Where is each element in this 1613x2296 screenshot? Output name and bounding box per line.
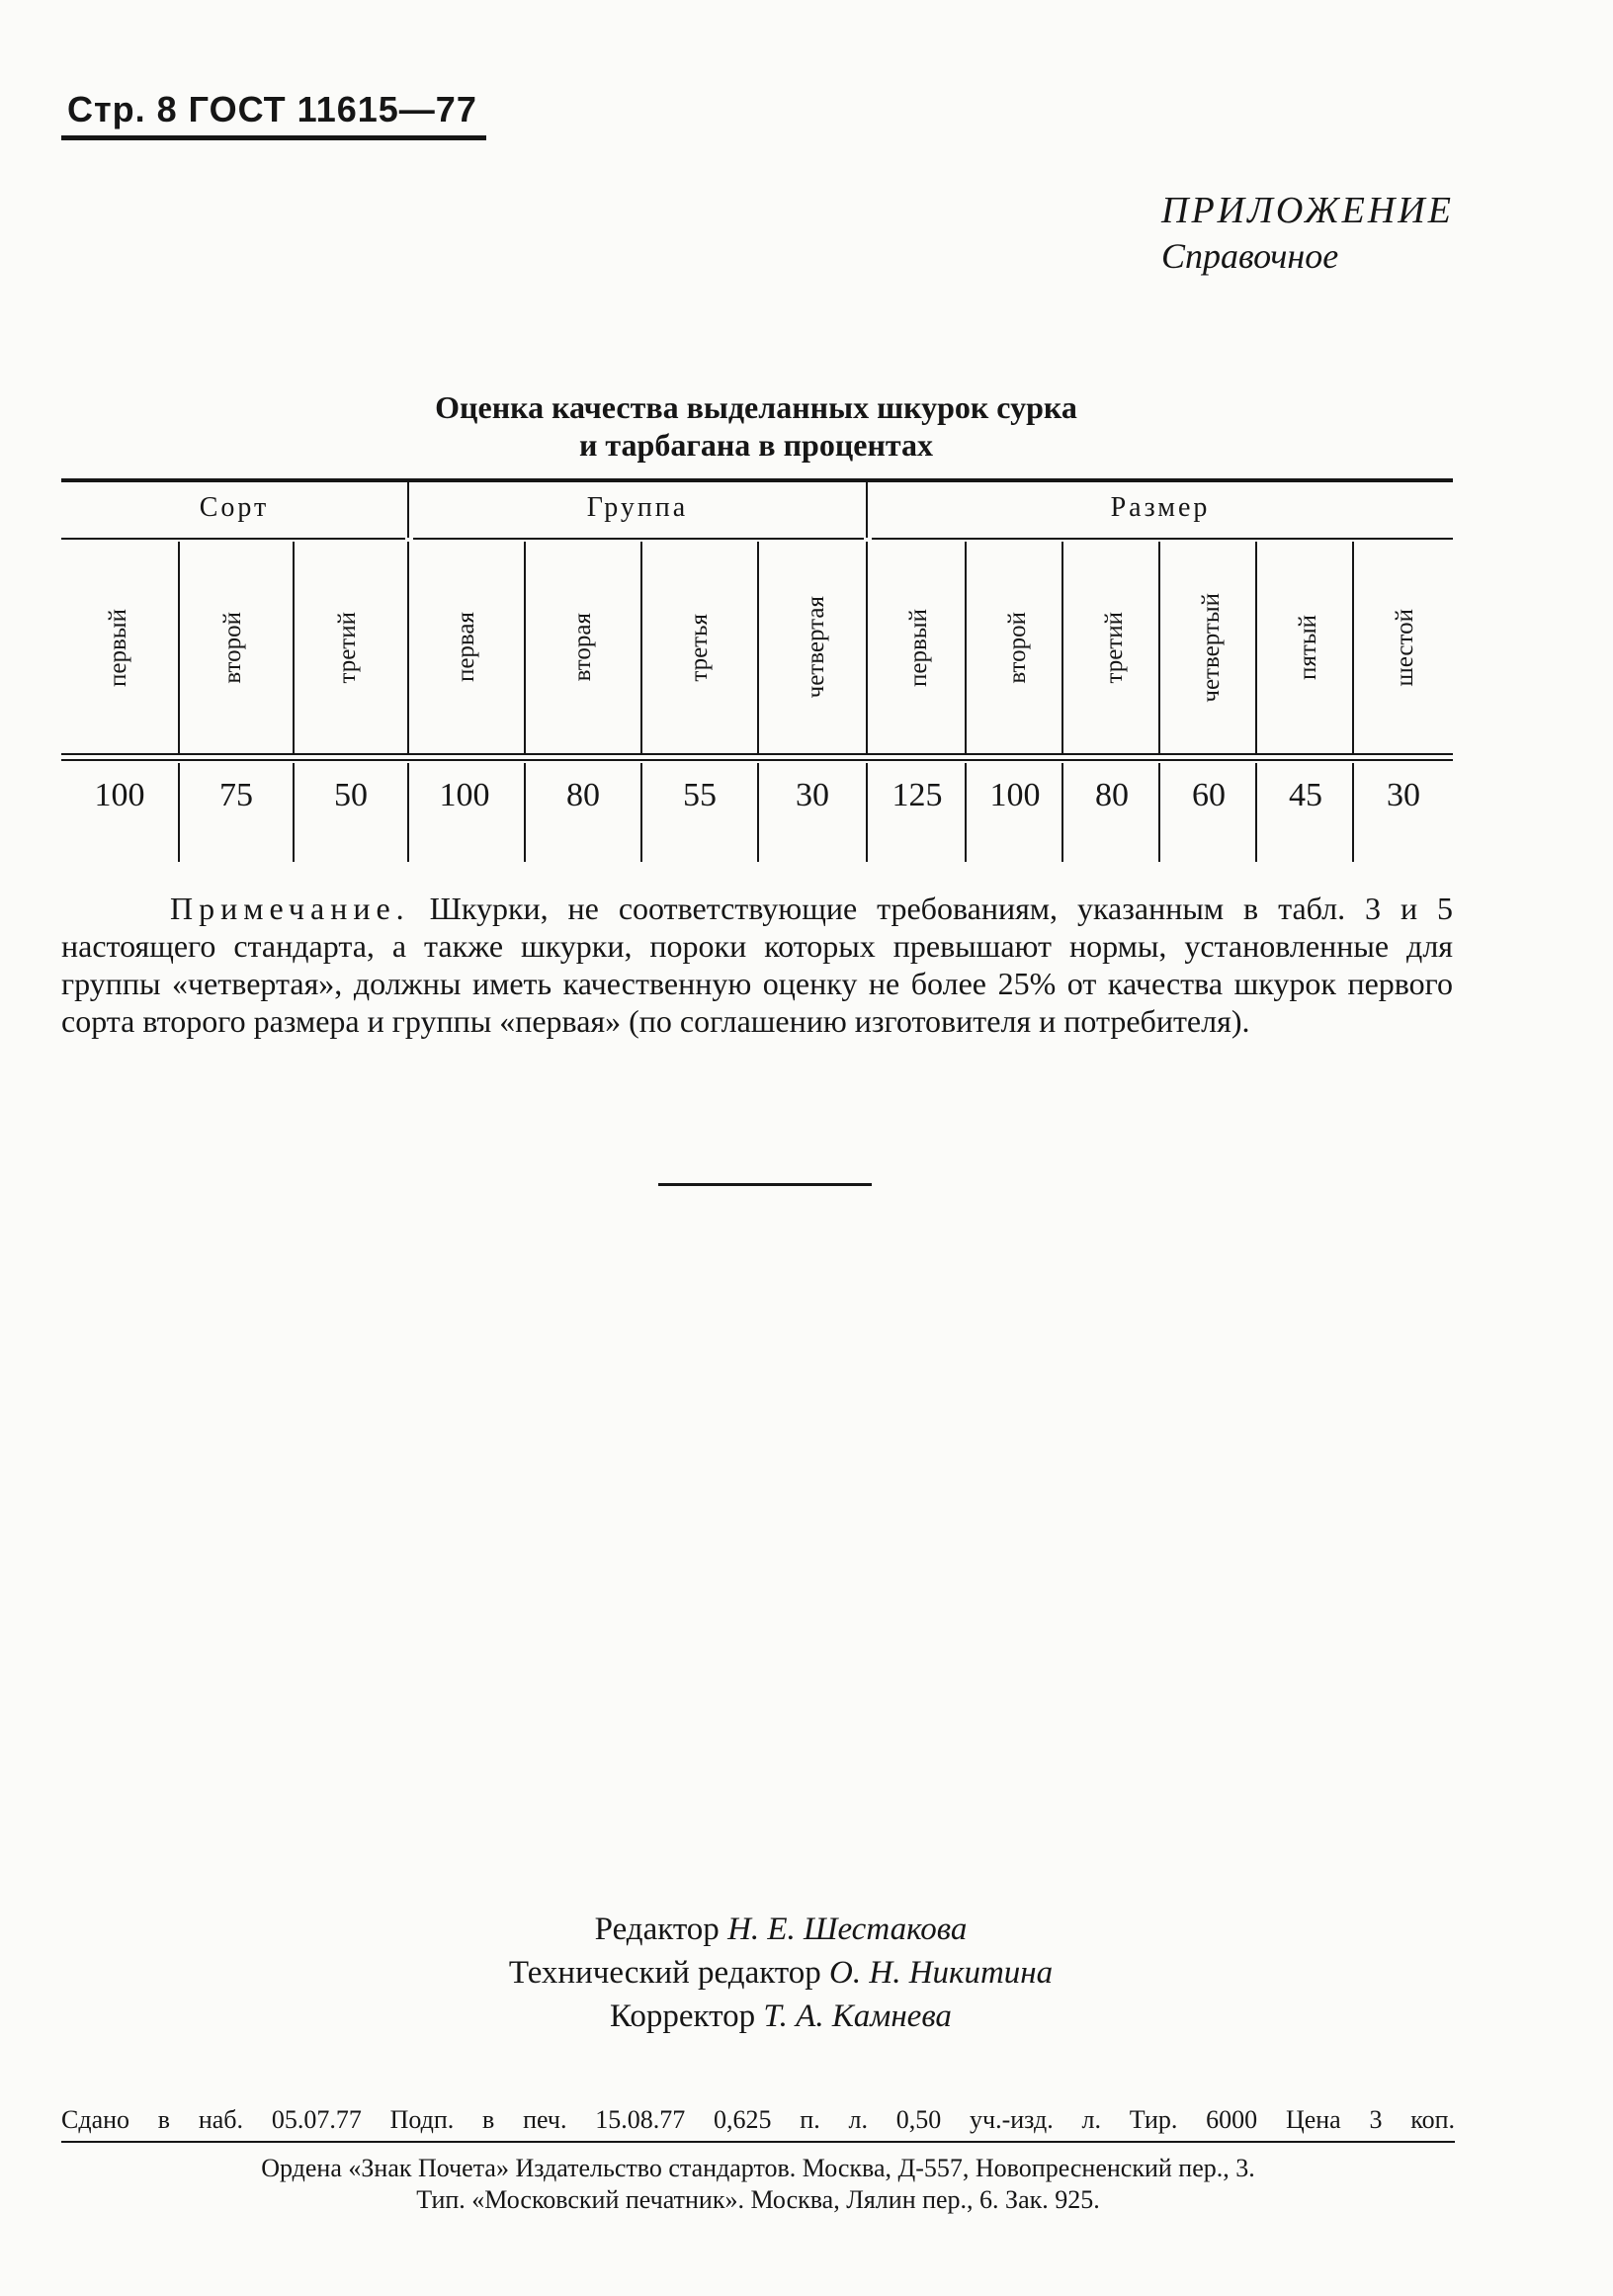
col-header-sort-1: [69, 563, 167, 731]
col-header-text: первый: [104, 608, 131, 687]
col-header-size-5: [1259, 563, 1357, 731]
group-underline-group: [413, 538, 864, 540]
appendix-title: ПРИЛОЖЕНИЕ: [1161, 190, 1454, 231]
col-header-size-3: [1065, 563, 1163, 731]
group-label-group: Группа: [586, 492, 689, 523]
table-cell: 100: [94, 777, 145, 813]
table-cell: 75: [219, 777, 253, 813]
table-cell: 30: [796, 777, 829, 813]
column-rule: [640, 542, 642, 753]
col-header-sort-3: [298, 563, 396, 731]
col-header-text: третий: [333, 611, 361, 684]
editor-name: Н. Е. Шестакова: [727, 1912, 968, 1947]
group-underline-size: [872, 538, 1453, 540]
header-rule: [61, 135, 486, 140]
corrector-name: Т. А. Камнева: [763, 1998, 952, 2034]
col-header-text: второй: [1003, 611, 1031, 684]
table-title-line: и тарбагана в процентах: [578, 427, 933, 463]
table-cell: 80: [566, 777, 600, 813]
col-header-text: вторая: [568, 613, 596, 682]
table-cell: 100: [439, 777, 490, 813]
printer-line: Тип. «Московский печатник». Москва, Лялин пер., 6. Зак. 925.: [416, 2185, 1100, 2214]
col-header-group-1: [417, 563, 515, 731]
col-header-group-3: [650, 563, 748, 731]
header-rule-top: [61, 753, 1453, 755]
col-header-size-2: [969, 563, 1066, 731]
appendix-subtitle: Справочное: [1161, 236, 1339, 276]
col-header-size-1: [870, 563, 968, 731]
note-lead: Примечание.: [170, 891, 410, 926]
table-cell: 55: [683, 777, 717, 813]
col-header-text: третий: [1100, 611, 1128, 684]
note-text: Шкурки, не соответствующие требованиям, указанным в табл. 3 и 5 настоящего стандарта, а также шкурки, пороки которых превышают нормы, установленные для группы «четвертая», должны иметь качественную оценку не более 25% от качества шкурок первого сорта второго размера и группы «первая» (по соглашению изготовителя и потребителя).: [61, 891, 1454, 1039]
group-underline-sort: [61, 538, 405, 540]
col-header-text: шестой: [1391, 608, 1418, 687]
col-header-size-6: [1356, 563, 1454, 731]
col-header-sort-2: [184, 563, 282, 731]
group-label-sort: Сорт: [199, 492, 270, 523]
col-header-text: второй: [218, 611, 246, 684]
table-cell: 80: [1095, 777, 1129, 813]
editor-line: [198, 1908, 1364, 1951]
table-cell: 30: [1387, 777, 1420, 813]
col-header-text: пятый: [1294, 615, 1321, 680]
table-cell: 45: [1289, 777, 1322, 813]
column-rule: [866, 542, 868, 753]
publisher-imprint: [61, 2153, 1455, 2216]
column-rule: [524, 542, 526, 753]
tech-editor-line: [198, 1951, 1364, 1995]
table-top-rule: [61, 478, 1453, 482]
table-cell: 50: [334, 777, 368, 813]
section-divider: [658, 1183, 872, 1186]
table-title: [59, 388, 1453, 464]
column-rule: [757, 542, 759, 753]
tech-editor-role: Технический редактор: [508, 1955, 821, 1991]
table-note: [61, 890, 1453, 1040]
tech-editor-name: О. Н. Никитина: [829, 1955, 1054, 1991]
page-header: Стр. 8 ГОСТ 11615—77: [67, 89, 477, 129]
print-details: Сдано в наб. 05.07.77 Подп. в печ. 15.08.77 0,625 п. л. 0,50 уч.-изд. л. Тир. 6000 Цена 3 коп.: [61, 2105, 1455, 2134]
col-header-group-4: [767, 563, 865, 731]
column-rule: [407, 542, 409, 753]
col-header-text: четвертый: [1197, 592, 1225, 703]
header-rule-bottom: [61, 759, 1453, 761]
col-header-group-2: [534, 563, 632, 731]
col-header-text: первый: [904, 608, 932, 687]
imprint-rule: [61, 2141, 1455, 2143]
col-header-text: четвертая: [802, 596, 829, 699]
editor-role: Редактор: [594, 1912, 720, 1947]
corrector-line: [198, 1995, 1364, 2038]
staff-credits: [198, 1908, 1364, 2038]
quality-table: [61, 478, 1453, 870]
corrector-role: Корректор: [610, 1998, 756, 2034]
group-label-size: Размер: [1110, 492, 1211, 523]
column-rule: [178, 542, 180, 753]
appendix-label: [1161, 188, 1458, 279]
table-cell: 125: [891, 777, 943, 813]
table-title-line: Оценка качества выделанных шкурок сурка: [435, 389, 1077, 425]
col-header-text: первая: [452, 612, 479, 683]
column-rule: [293, 542, 295, 753]
publisher-line: Ордена «Знак Почета» Издательство стандартов. Москва, Д-557, Новопресненский пер., 3.: [261, 2154, 1255, 2182]
table-cell: 100: [989, 777, 1041, 813]
col-header-size-4: [1162, 563, 1260, 731]
table-cell: 60: [1192, 777, 1226, 813]
col-header-text: третья: [685, 613, 713, 682]
